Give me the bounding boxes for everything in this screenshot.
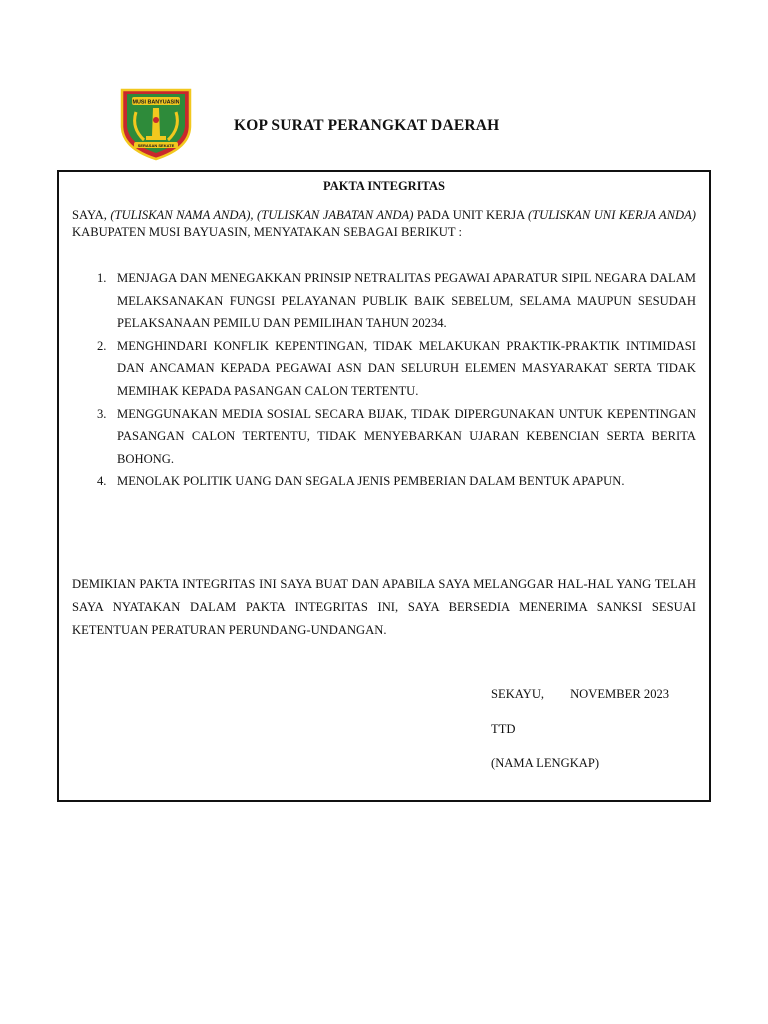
list-item-number: 1. <box>97 271 107 285</box>
document-frame <box>57 170 711 802</box>
closing-paragraph: DEMIKIAN PAKTA INTEGRITAS INI SAYA BUAT DAN APABILA SAYA MELANGGAR HAL-HAL YANG TELAH SAYA NYATAKAN DALAM PAKTA INTEGRITAS INI, SAYA BERSEDIA MENERIMA SANKSI SESUAI KETENTUAN PERATURAN PERUNDANG-UNDANGAN. <box>72 577 696 637</box>
list-item <box>97 267 696 335</box>
list-item <box>97 335 696 403</box>
intro-pada: PADA UNIT KERJA <box>416 208 525 222</box>
document-title: PAKTA INTEGRITAS <box>323 179 445 193</box>
list-item-number: 3. <box>97 406 107 421</box>
logo-text-bottom: SERASAN SEKATE <box>137 142 175 148</box>
list-item-number: 2. <box>97 338 107 353</box>
list-item-text: MENGGUNAKAN MEDIA SOSIAL SECARA BIJAK, TIDAK DIPERGUNAKAN UNTUK KEPENTINGAN PASANGAN CALON TERTENTU, TIDAK MENYEBARKAN UJARAN KEBENCIAN SERTA BERITA BOHONG. <box>117 406 696 466</box>
list-item <box>97 470 696 493</box>
intro-rest: KABUPATEN MUSI BAYUASIN, MENYATAKAN SEBAGAI BERIKUT : <box>72 224 463 239</box>
list-item <box>97 403 696 471</box>
regency-logo <box>116 86 196 162</box>
list-item-number: 4. <box>97 474 107 489</box>
signature-date: NOVEMBER 2023 <box>570 687 670 701</box>
intro-saya: SAYA, <box>72 208 107 222</box>
intro-unit-placeholder: (TULISKAN UNI KERJA ANDA) <box>527 208 696 222</box>
list-item-text: MENOLAK POLITIK UANG DAN SEGALA JENIS PEMBERIAN DALAM BENTUK APAPUN. <box>117 474 625 489</box>
signature-ttd: TTD <box>491 722 516 736</box>
intro-name-placeholder: (TULISKAN NAMA ANDA), <box>110 208 254 222</box>
letterhead-title: KOP SURAT PERANGKAT DAERAH <box>234 117 500 134</box>
commitment-list <box>97 267 696 493</box>
intro-position-placeholder: (TULISKAN JABATAN ANDA) <box>257 208 414 222</box>
list-item-text: MENGHINDARI KONFLIK KEPENTINGAN, TIDAK MELAKUKAN PRAKTIK-PRAKTIK INTIMIDASI DAN ANCAMAN KEPADA PEGAWAI ASN DAN SELURUH ELEMEN MASYARAKAT SERTA TIDAK MEMIHAK KEPADA PASANGAN CALON TERTENTU. <box>117 338 696 398</box>
list-item-text: MENJAGA DAN MENEGAKKAN PRINSIP NETRALITAS PEGAWAI APARATUR SIPIL NEGARA DALAM MELAKSANAKAN FUNGSI PELAYANAN PUBLIK BAIK SEBELUM, SELAMA MAUPUN SESUDAH PELAKSANAAN PEMILU DAN PEMILIHAN TAHUN 20234. <box>117 271 696 331</box>
signature-name: (NAMA LENGKAP) <box>491 756 600 770</box>
signature-place-date <box>491 687 669 702</box>
signature-place: SEKAYU, <box>491 687 545 701</box>
intro-paragraph <box>72 207 696 240</box>
logo-text-top: MUSI BANYUASIN <box>132 99 180 106</box>
